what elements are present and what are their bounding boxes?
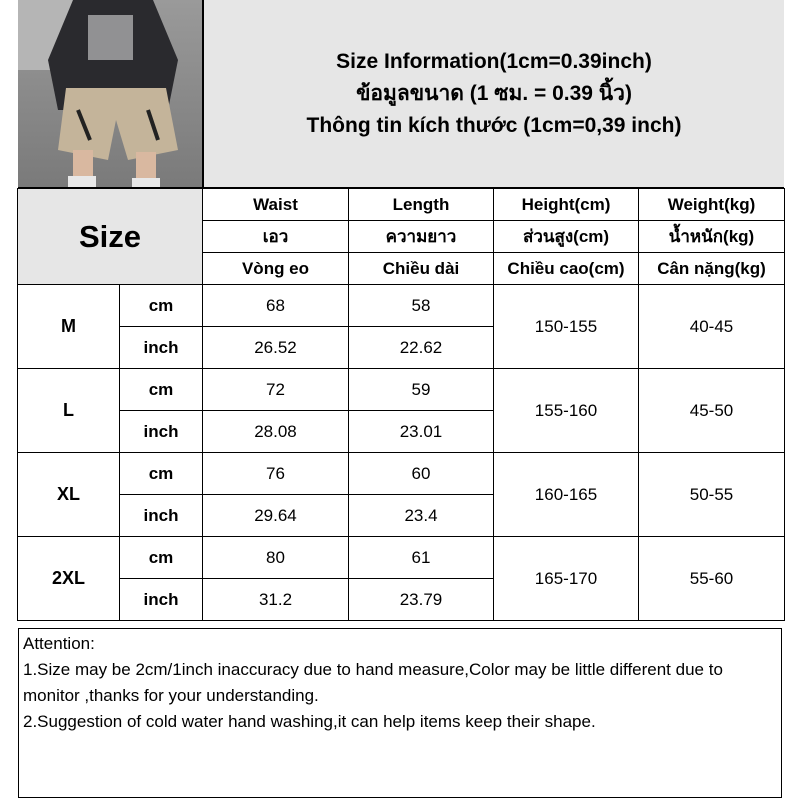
size-label-l: L bbox=[18, 369, 120, 453]
unit-inch: inch bbox=[120, 411, 203, 453]
table-row bbox=[18, 453, 785, 495]
unit-inch: inch bbox=[120, 495, 203, 537]
attention-note-1: 1.Size may be 2cm/1inch inaccuracy due to hand measure,Color may be little different due to monitor ,thanks for your understanding. bbox=[23, 660, 723, 705]
table-row bbox=[18, 537, 785, 579]
unit-inch: inch bbox=[120, 327, 203, 369]
table-row bbox=[18, 285, 785, 327]
col-weight-th: น้ำหนัก(kg) bbox=[639, 221, 785, 253]
col-height-vi: Chiều cao(cm) bbox=[494, 253, 639, 285]
length-inch: 23.4 bbox=[349, 495, 494, 537]
col-length-th: ความยาว bbox=[349, 221, 494, 253]
length-cm: 58 bbox=[349, 285, 494, 327]
waist-inch: 31.2 bbox=[203, 579, 349, 621]
col-length-en: Length bbox=[349, 189, 494, 221]
header-english: Size Information(1cm=0.39inch) bbox=[336, 49, 652, 73]
weight-range: 50-55 bbox=[639, 453, 785, 537]
waist-inch: 26.52 bbox=[203, 327, 349, 369]
height-range: 165-170 bbox=[494, 537, 639, 621]
waist-cm: 80 bbox=[203, 537, 349, 579]
weight-range: 40-45 bbox=[639, 285, 785, 369]
height-range: 155-160 bbox=[494, 369, 639, 453]
col-weight-vi: Cân nặng(kg) bbox=[639, 253, 785, 285]
col-waist-th: เอว bbox=[203, 221, 349, 253]
waist-inch: 29.64 bbox=[203, 495, 349, 537]
unit-cm: cm bbox=[120, 537, 203, 579]
header-row-english bbox=[18, 189, 785, 221]
length-inch: 23.79 bbox=[349, 579, 494, 621]
header-thai: ข้อมูลขนาด (1 ซม. = 0.39 นิ้ว) bbox=[356, 81, 632, 105]
length-cm: 59 bbox=[349, 369, 494, 411]
col-waist-vi: Vòng eo bbox=[203, 253, 349, 285]
length-cm: 61 bbox=[349, 537, 494, 579]
table-row bbox=[18, 369, 785, 411]
size-table bbox=[17, 188, 785, 621]
unit-cm: cm bbox=[120, 285, 203, 327]
attention-title: Attention: bbox=[23, 634, 95, 653]
size-label-2xl: 2XL bbox=[18, 537, 120, 621]
size-info-header bbox=[203, 0, 784, 188]
length-inch: 23.01 bbox=[349, 411, 494, 453]
height-range: 150-155 bbox=[494, 285, 639, 369]
size-label-xl: XL bbox=[18, 453, 120, 537]
length-inch: 22.62 bbox=[349, 327, 494, 369]
waist-cm: 68 bbox=[203, 285, 349, 327]
size-label-m: M bbox=[18, 285, 120, 369]
col-height-en: Height(cm) bbox=[494, 189, 639, 221]
waist-inch: 28.08 bbox=[203, 411, 349, 453]
weight-range: 55-60 bbox=[639, 537, 785, 621]
col-height-th: ส่วนสูง(cm) bbox=[494, 221, 639, 253]
col-waist-en: Waist bbox=[203, 189, 349, 221]
length-cm: 60 bbox=[349, 453, 494, 495]
product-photo bbox=[18, 0, 203, 188]
size-column-header: Size bbox=[18, 189, 203, 285]
unit-inch: inch bbox=[120, 579, 203, 621]
attention-notes bbox=[18, 628, 782, 798]
height-range: 160-165 bbox=[494, 453, 639, 537]
col-length-vi: Chiều dài bbox=[349, 253, 494, 285]
weight-range: 45-50 bbox=[639, 369, 785, 453]
attention-note-2: 2.Suggestion of cold water hand washing,it can help items keep their shape. bbox=[23, 712, 596, 731]
unit-cm: cm bbox=[120, 369, 203, 411]
header-vietnamese: Thông tin kích thước (1cm=0,39 inch) bbox=[306, 113, 682, 137]
waist-cm: 76 bbox=[203, 453, 349, 495]
waist-cm: 72 bbox=[203, 369, 349, 411]
product-photo-image bbox=[18, 0, 202, 187]
col-weight-en: Weight(kg) bbox=[639, 189, 785, 221]
unit-cm: cm bbox=[120, 453, 203, 495]
